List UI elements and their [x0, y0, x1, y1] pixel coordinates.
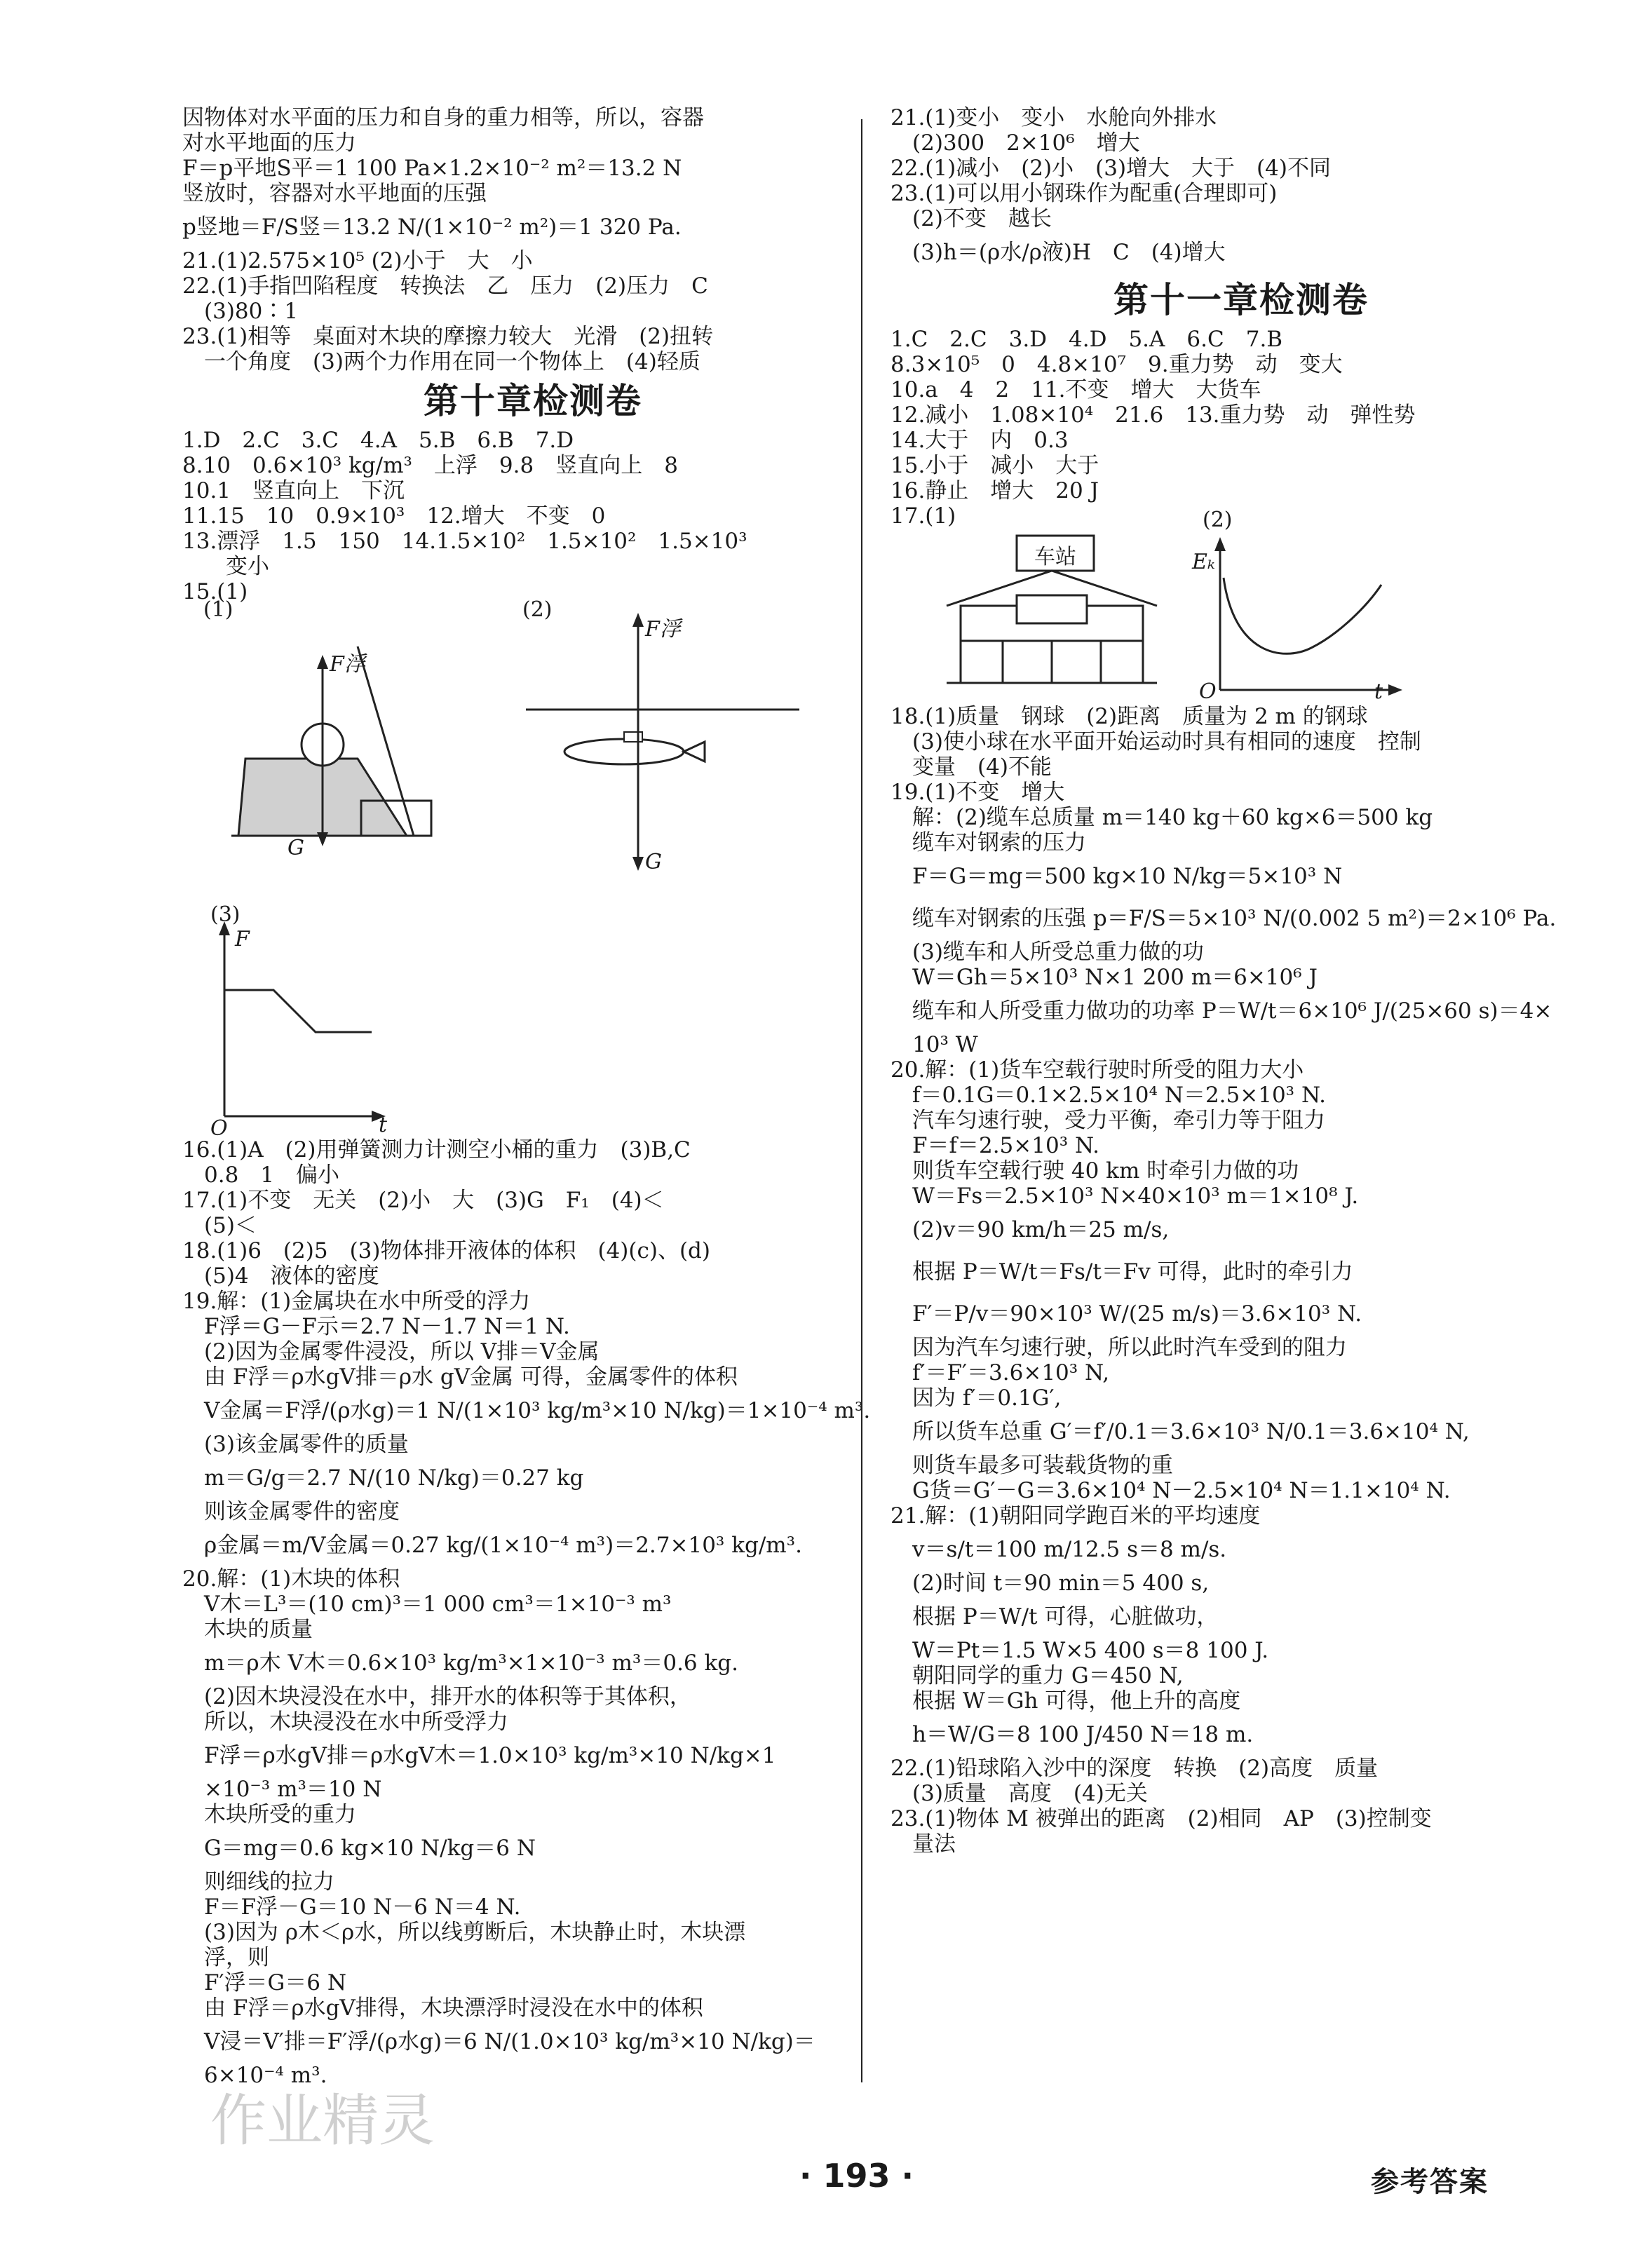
answer-line: 朝阳同学的重力 G＝450 N, — [891, 1663, 1184, 1688]
answer-line: (2)时间 t＝90 min＝5 400 s, — [891, 1571, 1210, 1596]
answer-line: 13.漂浮 1.5 150 14.1.5×10² 1.5×10² 1.5×10³ — [182, 529, 747, 554]
answer-line: f′＝F′＝3.6×10³ N, — [891, 1360, 1110, 1385]
answer-line: f＝0.1G＝0.1×2.5×10⁴ N＝2.5×10³ N. — [891, 1083, 1326, 1108]
fig15-label-1: (1) — [203, 597, 233, 622]
answer-line: 22.(1)减小 (2)小 (3)增大 大于 (4)不同 — [891, 156, 1331, 181]
answer-line: 所以货车总重 G′＝f′/0.1＝3.6×10³ N/0.1＝3.6×10⁴ N, — [891, 1419, 1470, 1444]
fig15-buoyancy-label-2: F浮 — [645, 617, 681, 642]
fig17-label-2: (2) — [1203, 508, 1233, 532]
answer-line: 对水平地面的压力 — [182, 130, 356, 156]
answer-line: p竖地＝F/S竖＝13.2 N/(1×10⁻² m²)＝1 320 Pa. — [182, 215, 682, 240]
answer-line: ρ金属＝m/V金属＝0.27 kg/(1×10⁻⁴ m³)＝2.7×10³ kg/m³. — [182, 1533, 802, 1558]
answer-line: F＝F浮－G＝10 N－6 N＝4 N. — [182, 1895, 521, 1920]
answer-line: 8.10 0.6×10³ kg/m³ 上浮 9.8 竖直向上 8 — [182, 453, 678, 478]
page-number: · 193 · — [799, 2157, 914, 2195]
answer-line: 1.D 2.C 3.C 4.A 5.B 6.B 7.D — [182, 428, 574, 453]
answer-line: 12.减小 1.08×10⁴ 21.6 13.重力势 动 弹性势 — [891, 402, 1416, 428]
answer-line: (3)h＝(ρ水/ρ液)H C (4)增大 — [891, 240, 1226, 265]
fig15-axis-f: F — [235, 927, 250, 951]
answer-line: 15.(1) — [182, 579, 248, 604]
answer-line: 16.(1)A (2)用弹簧测力计测空小桶的重力 (3)B,C — [182, 1137, 691, 1163]
answer-line: 14.大于 内 0.3 — [891, 428, 1069, 453]
answer-line: 20.解：(1)货车空载行驶时所受的阻力大小 — [891, 1057, 1304, 1083]
answer-line: 18.(1)质量 钢球 (2)距离 质量为 2 m 的钢球 — [891, 704, 1368, 729]
answer-line: F＝G＝mg＝500 kg×10 N/kg＝5×10³ N — [891, 864, 1343, 889]
answer-line: (5)4 液体的密度 — [182, 1263, 379, 1289]
answer-line: 量法 — [891, 1831, 956, 1857]
answer-line: F＝f＝2.5×10³ N. — [891, 1133, 1099, 1158]
answer-line: (2)300 2×10⁶ 增大 — [891, 130, 1140, 156]
answer-line: F′浮＝G＝6 N — [182, 1970, 347, 1995]
answer-line: 22.(1)铅球陷入沙中的深度 转换 (2)高度 质量 — [891, 1756, 1379, 1781]
left-remaining-answers — [182, 1137, 883, 2088]
chapter10-answers — [182, 428, 883, 604]
answer-line: (2)因木块浸没在水中，排开水的体积等于其体积， — [182, 1684, 691, 1709]
answer-line: 由 F浮＝ρ水gV排＝ρ水 gV金属 可得，金属零件的体积 — [182, 1364, 738, 1390]
answer-line: 所以，木块浸没在水中所受浮力 — [182, 1709, 508, 1735]
answer-line: 根据 W＝Gh 可得，他上升的高度 — [891, 1688, 1241, 1714]
answer-line: 20.解：(1)木块的体积 — [182, 1566, 400, 1592]
answer-line: 17.(1)不变 无关 (2)小 大 (3)G F₁ (4)＜ — [182, 1188, 664, 1213]
answer-line: 缆车对钢索的压力 — [891, 830, 1086, 855]
answer-line: (3)使小球在水平面开始运动时具有相同的速度 控制 — [891, 729, 1421, 754]
answer-line: 0.8 1 偏小 — [182, 1163, 340, 1188]
answer-line: 8.3×10⁵ 0 4.8×10⁷ 9.重力势 动 变大 — [891, 352, 1343, 377]
fig17-axis-origin: O — [1199, 679, 1217, 704]
answer-line: F浮＝G－F示＝2.7 N－1.7 N＝1 N. — [182, 1314, 570, 1339]
answer-line: V木＝L³＝(10 cm)³＝1 000 cm³＝1×10⁻³ m³ — [182, 1592, 672, 1617]
answer-line: 21.(1)2.575×10⁵ (2)小于 大 小 — [182, 248, 533, 273]
answer-line: m＝ρ木 V木＝0.6×10³ kg/m³×1×10⁻³ m³＝0.6 kg. — [182, 1651, 738, 1676]
answer-line: 浮，则 — [182, 1945, 269, 1970]
answer-line: 10³ W — [891, 1032, 978, 1057]
answer-line: 一个角度 (3)两个力作用在同一个物体上 (4)轻质 — [182, 349, 700, 374]
answer-line: 23.(1)相等 桌面对木块的摩擦力较大 光滑 (2)扭转 — [182, 324, 714, 349]
chapter11-answers — [891, 327, 1592, 529]
answer-line: W＝Gh＝5×10³ N×1 200 m＝6×10⁶ J — [891, 965, 1318, 990]
section-label: 参考答案 — [1371, 2166, 1489, 2198]
answer-line: 木块的质量 — [182, 1617, 313, 1642]
answer-line: 22.(1)手指凹陷程度 转换法 乙 压力 (2)压力 C — [182, 273, 708, 299]
answer-line: (3)缆车和人所受总重力做的功 — [891, 940, 1204, 965]
answer-line: W＝Pt＝1.5 W×5 400 s＝8 100 J. — [891, 1638, 1269, 1663]
answer-line: (3)质量 高度 (4)无关 — [891, 1781, 1148, 1806]
answer-line: F′＝P/v＝90×10³ W/(25 m/s)＝3.6×10³ N. — [891, 1301, 1362, 1327]
answer-line: G货＝G′－G＝3.6×10⁴ N－2.5×10⁴ N＝1.1×10⁴ N. — [891, 1478, 1451, 1503]
answer-line: 因为汽车匀速行驶，所以此时汽车受到的阻力 — [891, 1335, 1347, 1360]
answer-line: 则货车最多可装载货物的重 — [891, 1453, 1173, 1478]
station-sign: 车站 — [1034, 545, 1076, 569]
answer-line: 缆车对钢索的压强 p＝F/S＝5×10³ N/(0.002 5 m²)＝2×10⁶ Pa. — [891, 906, 1557, 931]
answer-line: 汽车匀速行驶，受力平衡，牵引力等于阻力 — [891, 1108, 1325, 1133]
fig15-axis-t: t — [379, 1113, 388, 1137]
answer-line: (5)＜ — [182, 1213, 257, 1238]
answer-line: 23.(1)可以用小钢珠作为配重(合理即可) — [891, 181, 1278, 206]
answer-line: 则该金属零件的密度 — [182, 1499, 400, 1524]
answer-line: (3)80∶1 — [182, 299, 299, 324]
answer-line: 1.C 2.C 3.D 4.D 5.A 6.C 7.B — [891, 327, 1283, 352]
answer-line: 23.(1)物体 M 被弹出的距离 (2)相同 AP (3)控制变 — [891, 1806, 1432, 1831]
answer-line: 19.解：(1)金属块在水中所受的浮力 — [182, 1289, 531, 1314]
answer-line: 变小 — [182, 554, 269, 579]
fig17-axis-ek: Eₖ — [1192, 550, 1215, 574]
answer-line: G＝mg＝0.6 kg×10 N/kg＝6 N — [182, 1836, 536, 1861]
fig15-gravity-label-1: G — [287, 836, 304, 860]
answer-line: F＝p平地S平＝1 100 Pa×1.2×10⁻² m²＝13.2 N — [182, 156, 682, 181]
answer-line: (2)不变 越长 — [891, 206, 1052, 231]
answer-line: 11.15 10 0.9×10³ 12.增大 不变 0 — [182, 503, 606, 529]
answer-line: 15.小于 减小 大于 — [891, 453, 1099, 478]
answer-line: (2)v＝90 km/h＝25 m/s, — [891, 1217, 1170, 1242]
answer-line: 根据 P＝W/t＝Fs/t＝Fv 可得，此时的牵引力 — [891, 1259, 1353, 1285]
figure-15-drawing — [182, 604, 883, 906]
answer-line: 解：(2)缆车总质量 m＝140 kg＋60 kg×6＝500 kg — [891, 805, 1433, 830]
answer-line: v＝s/t＝100 m/12.5 s＝8 m/s. — [891, 1537, 1227, 1562]
answer-line: 19.(1)不变 增大 — [891, 780, 1065, 805]
right-column — [891, 105, 1592, 1857]
answer-line: 缆车和人所受重力做功的功率 P＝W/t＝6×10⁶ J/(25×60 s)＝4× — [891, 998, 1552, 1024]
answer-line: 则货车空载行驶 40 km 时牵引力做的功 — [891, 1158, 1299, 1184]
right-remaining-answers — [891, 704, 1592, 1857]
answer-line: 竖放时，容器对水平地面的压强 — [182, 181, 487, 206]
answer-line: 根据 P＝W/t 可得，心脏做功， — [891, 1604, 1219, 1629]
answer-line: F浮＝ρ水gV排＝ρ水gV木＝1.0×10³ kg/m³×10 N/kg×1 — [182, 1743, 776, 1768]
answer-line: 21.(1)变小 变小 水舱向外排水 — [891, 105, 1217, 130]
figure-15-3 — [182, 902, 883, 1141]
chapter11-title: 第十一章检测卷 — [1113, 280, 1369, 320]
fig15-label-3: (3) — [210, 902, 241, 927]
answer-line: 16.静止 增大 20 J — [891, 478, 1099, 503]
answer-line: 则细线的拉力 — [182, 1869, 334, 1895]
answer-line: (3)该金属零件的质量 — [182, 1432, 409, 1457]
answer-line: (2)因为金属零件浸没，所以 V排＝V金属 — [182, 1339, 600, 1364]
left-column — [182, 105, 883, 2088]
answer-line: 17.(1) — [891, 503, 956, 529]
answer-line: 木块所受的重力 — [182, 1802, 356, 1827]
answer-line: 因为 f′＝0.1G′, — [891, 1385, 1062, 1411]
answer-line: V浸＝V′排＝F′浮/(ρ水g)＝6 N/(1.0×10³ kg/m³×10 N/kg)＝ — [182, 2029, 815, 2054]
answer-line: 18.(1)6 (2)5 (3)物体排开液体的体积 (4)(c)、(d) — [182, 1238, 710, 1263]
answer-line: m＝G/g＝2.7 N/(10 N/kg)＝0.27 kg — [182, 1465, 584, 1491]
chapter10-title: 第十章检测卷 — [424, 381, 642, 421]
fig15-gravity-label-2: G — [645, 850, 662, 874]
fig15-label-2: (2) — [522, 597, 553, 622]
answer-line: W＝Fs＝2.5×10³ N×40×10³ m＝1×10⁸ J. — [891, 1184, 1359, 1209]
left-top-answers — [182, 105, 883, 374]
fig15-axis-origin: O — [210, 1116, 228, 1141]
answer-line: 10.a 4 2 11.不变 增大 大货车 — [891, 377, 1261, 402]
right-top-answers — [891, 105, 1592, 273]
fig15-buoyancy-label-1: F浮 — [330, 652, 365, 677]
answer-line: 21.解：(1)朝阳同学跑百米的平均速度 — [891, 1503, 1261, 1529]
answer-line: h＝W/G＝8 100 J/450 N＝18 m. — [891, 1722, 1254, 1747]
watermark: 作业精灵 — [210, 2088, 435, 2153]
answer-line: ×10⁻³ m³＝10 N — [182, 1777, 382, 1802]
answer-line: 10.1 竖直向上 下沉 — [182, 478, 405, 503]
fig17-axis-t: t — [1374, 679, 1383, 704]
answer-line: (3)因为 ρ木＜ρ水，所以线剪断后，木块静止时，木块漂 — [182, 1920, 746, 1945]
answer-line: 由 F浮＝ρ水gV排得，木块漂浮时浸没在水中的体积 — [182, 1995, 703, 2021]
answer-line: 6×10⁻⁴ m³. — [182, 2063, 327, 2088]
figure-15 — [182, 597, 883, 906]
answer-line: 因物体对水平面的压力和自身的重力相等，所以，容器 — [182, 105, 704, 130]
answer-line: 变量 (4)不能 — [891, 754, 1052, 780]
answer-line: V金属＝F浮/(ρ水g)＝1 N/(1×10³ kg/m³×10 N/kg)＝1×10⁻⁴ m³. — [182, 1398, 871, 1423]
